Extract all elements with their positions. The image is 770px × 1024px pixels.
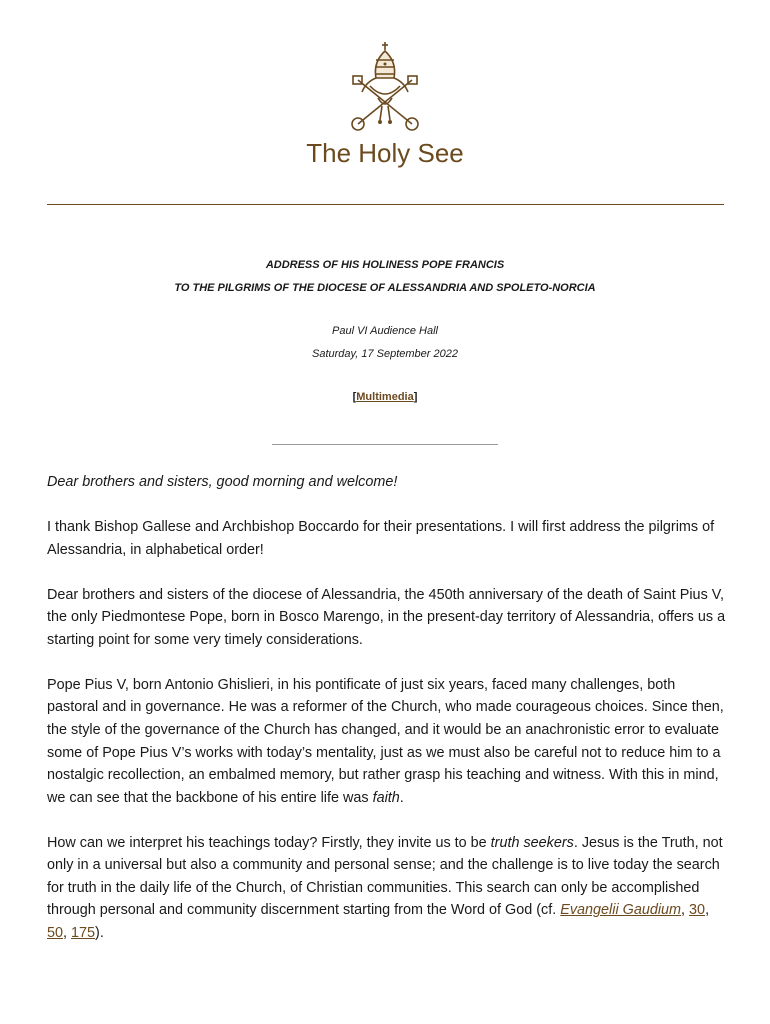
address-date: Saturday, 17 September 2022	[312, 348, 458, 360]
ref-sep-3: ,	[63, 925, 72, 942]
paragraph-4-emphasis: truth seekers	[490, 834, 574, 851]
paragraph-4-text-b: . Jesus is the Truth, not only in a universal but also a community and personal sense; and the challenge is to live today the search for truth in the daily life of the Church, of Christian communities. This search can only be accomplished through personal and community discernment starting from the Word of God (cf.	[47, 834, 723, 919]
ref-sep-1: ,	[681, 902, 690, 919]
greeting-paragraph: Dear brothers and sisters, good morning and welcome!	[47, 474, 398, 490]
multimedia-link-wrapper	[0, 391, 770, 403]
papal-coat-of-arms-icon	[340, 40, 430, 136]
address-title-line2: TO THE PILGRIMS OF THE DIOCESE OF ALESSANDRIA AND SPOLETO-NORCIA	[174, 282, 596, 294]
paragraph-3-end: .	[399, 789, 404, 806]
ref-link-30[interactable]: 30	[689, 902, 706, 919]
ref-link-175[interactable]: 175	[71, 925, 96, 942]
address-location: Paul VI Audience Hall	[332, 325, 438, 337]
paragraph-4-text-a: How can we interpret his teachings today? Firstly, they invite us to be	[47, 834, 491, 851]
paragraph-4-end: ).	[95, 925, 104, 942]
paragraph-1: I thank Bishop Gallese and Archbishop Boccardo for their presentations. I will first address the pilgrims of Alessandria, in alphabetical order!	[47, 518, 715, 558]
section-separator	[272, 444, 498, 445]
paragraph-3	[47, 674, 727, 810]
header-divider	[47, 204, 724, 205]
ref-link-50[interactable]: 50	[47, 925, 64, 942]
ref-sep-2: ,	[705, 902, 710, 919]
evangelii-gaudium-link[interactable]	[560, 902, 681, 918]
multimedia-link[interactable]: Multimedia	[356, 391, 414, 403]
address-body	[47, 471, 727, 967]
paragraph-4	[47, 832, 727, 945]
address-title-line1: ADDRESS OF HIS HOLINESS POPE FRANCIS	[265, 259, 505, 271]
evangelii-gaudium-link-text: Evangelii Gaudium	[560, 902, 682, 919]
paragraph-3-text: Pope Pius V, born Antonio Ghislieri, in his pontificate of just six years, faced many challenges, both pastoral and in governance. He was a reformer of the Church, who made courageous choices. Since then, the style of the governance of the Church has changed, and it would be an anachronistic error to evaluate some of Pope Pius V’s works with today’s mentality, just as we must also be careful not to reduce him to a nostalgic recollection, an embalmed memory, but rather grasp his teaching and witness. With this in mind, we can see that the backbone of his entire life was	[47, 676, 724, 806]
site-title[interactable]: The Holy See	[306, 138, 464, 168]
bracket-open: [	[352, 391, 357, 403]
paragraph-2: Dear brothers and sisters of the diocese of Alessandria, the 450th anniversary of the death of Saint Pius V, the only Piedmontese Pope, born in Bosco Marengo, in the present-day territory of Alessandria, offers us a starting point for some very timely considerations.	[47, 586, 726, 648]
bracket-close: ]	[413, 391, 418, 403]
paragraph-3-emphasis: faith	[372, 789, 400, 806]
holy-see-emblem	[340, 40, 430, 136]
